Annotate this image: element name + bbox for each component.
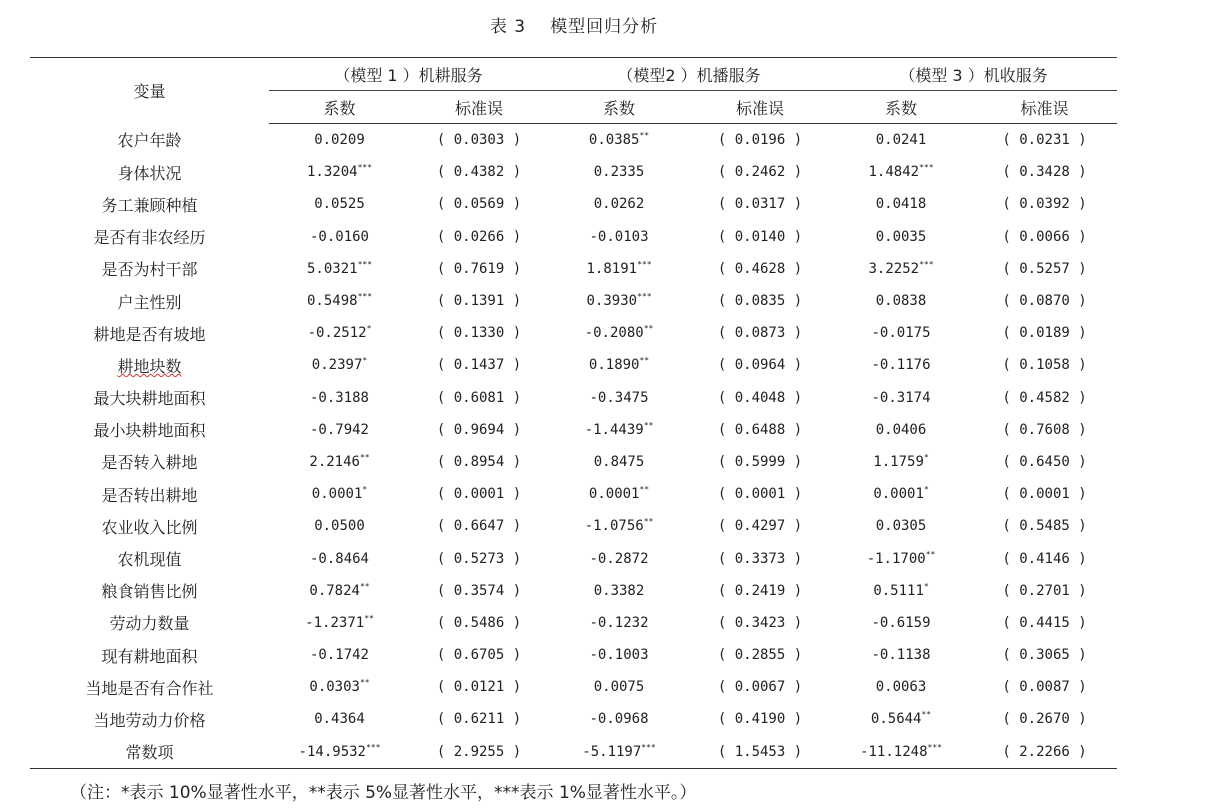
table-row: [30, 575, 1117, 607]
significance-stars: **: [639, 356, 650, 366]
variable-name: 劳动力数量: [109, 614, 190, 634]
std-error-cell: ( 0.6081 ): [436, 389, 522, 406]
coefficient-cell: 0.0262: [593, 196, 645, 213]
coefficient-cell: -0.3174: [871, 389, 931, 406]
table-row: [30, 478, 1117, 510]
coefficient-cell: 0.2397*: [311, 356, 368, 374]
variable-name: 农户年龄: [117, 131, 182, 151]
coefficient-cell: 0.0001**: [588, 485, 650, 503]
coefficient-cell: 0.5644**: [870, 710, 932, 728]
coefficient-cell: 0.4364: [314, 711, 365, 728]
std-error-cell: ( 0.0569 ): [436, 196, 522, 213]
std-error-cell: ( 0.4190 ): [717, 711, 803, 728]
coefficient-cell: 1.4842***: [868, 163, 934, 181]
coefficient-cell: 0.0035: [875, 228, 927, 245]
significance-stars: *: [366, 324, 372, 334]
significance-stars: **: [639, 131, 650, 141]
std-error-cell: ( 0.1330 ): [436, 325, 522, 342]
std-error-cell: ( 0.4582 ): [1002, 389, 1087, 406]
significance-stars: **: [639, 485, 650, 495]
std-error-cell: ( 0.0001 ): [717, 486, 803, 503]
std-error-cell: ( 0.6647 ): [436, 518, 522, 535]
std-error-cell: ( 0.2462 ): [717, 164, 803, 181]
coefficient-cell: -0.0103: [589, 228, 649, 245]
std-error-cell: ( 0.0196 ): [717, 132, 803, 149]
significance-stars: **: [364, 613, 374, 623]
variable-name: 最大块耕地面积: [93, 389, 206, 409]
variable-name: 户主性别: [117, 292, 182, 312]
std-error-cell: ( 0.2855 ): [717, 647, 803, 664]
coefficient-cell: -1.0756**: [584, 517, 654, 535]
coefficient-cell: 0.0075: [593, 679, 645, 696]
coefficient-cell: 2.2146**: [309, 452, 370, 470]
table-row: [30, 639, 1117, 671]
coefficient-cell: 0.5498***: [306, 292, 373, 310]
std-error-cell: ( 0.5273 ): [436, 550, 522, 567]
coefficient-cell: 5.0321***: [306, 259, 373, 277]
std-error-cell: ( 0.0266 ): [436, 228, 522, 245]
table-row: [30, 253, 1117, 285]
table-row: [30, 542, 1117, 574]
significance-stars: *: [923, 452, 929, 462]
std-error-cell: ( 0.7608 ): [1002, 421, 1087, 438]
significance-stars: **: [643, 517, 654, 527]
std-error-cell: ( 0.3428 ): [1002, 164, 1087, 181]
std-error-cell: ( 0.2701 ): [1002, 582, 1087, 599]
significance-stars: ***: [641, 742, 656, 752]
coefficient-cell: 0.3382: [593, 582, 645, 599]
variable-name: 粮食销售比例: [101, 582, 198, 602]
significance-stars: ***: [357, 259, 373, 269]
significance-stars: *: [923, 485, 929, 495]
std-error-cell: ( 0.1058 ): [1002, 357, 1087, 374]
std-error-cell: ( 0.5486 ): [436, 614, 522, 631]
std-error-cell: ( 0.4146 ): [1002, 550, 1087, 567]
std-error-cell: ( 0.4628 ): [717, 260, 803, 277]
variable-name: 耕地块数: [117, 356, 182, 376]
variable-name: 常数项: [30, 736, 269, 769]
model-1-header: （模型 1 ）机耕服务: [269, 58, 548, 91]
table-row: [30, 188, 1117, 220]
coefficient-cell: 0.0241: [875, 132, 927, 149]
coefficient-cell: 0.0001*: [311, 485, 368, 503]
std-error-cell: ( 0.4048 ): [717, 389, 803, 406]
coef-header: 系数: [830, 91, 972, 124]
std-error-cell: ( 0.0835 ): [717, 293, 803, 310]
std-error-cell: ( 0.0066 ): [1002, 228, 1087, 245]
table-caption: [0, 12, 1148, 37]
variable-name: 是否有非农经历: [93, 228, 206, 248]
coefficient-cell: -0.8464: [309, 550, 369, 567]
table-row: [30, 317, 1117, 349]
std-error-cell: ( 0.2670 ): [1002, 711, 1087, 728]
std-error-cell: ( 0.3423 ): [717, 614, 803, 631]
table-row: [30, 349, 1117, 381]
variable-name: 最小块耕地面积: [93, 421, 206, 441]
coef-header: 系数: [548, 91, 690, 124]
coefficient-cell: 1.8191***: [586, 259, 652, 277]
std-error-cell: ( 0.2419 ): [717, 582, 803, 599]
coefficient-cell: -0.3475: [589, 389, 649, 406]
table-body: [30, 124, 1117, 769]
std-error-cell: ( 0.3065 ): [1002, 647, 1087, 664]
std-error-cell: ( 1.5453 ): [690, 736, 830, 769]
coefficient-cell: -0.1232: [589, 614, 649, 631]
std-error-cell: ( 0.0140 ): [717, 228, 803, 245]
variable-name: 务工兼顾种植: [101, 195, 198, 215]
std-error-cell: ( 0.1437 ): [436, 357, 522, 374]
table-row: [30, 607, 1117, 639]
variable-name: 耕地是否有坡地: [93, 324, 206, 344]
coefficient-cell: -0.2512*: [307, 324, 372, 342]
std-error-cell: ( 0.0303 ): [436, 132, 522, 149]
model-3-header: （模型 3 ）机收服务: [830, 58, 1117, 91]
coefficient-cell: 0.0001*: [873, 485, 929, 503]
coefficient-cell: -5.1197***: [548, 736, 690, 769]
coefficient-cell: 0.0209: [314, 132, 365, 149]
table-row: [30, 221, 1117, 253]
significance-stars: **: [359, 678, 370, 688]
significance-stars: *: [362, 485, 368, 495]
std-error-cell: ( 0.7619 ): [436, 260, 522, 277]
coefficient-cell: 1.1759*: [873, 452, 929, 470]
variable-name: 是否转出耕地: [101, 485, 198, 505]
table-row: [30, 703, 1117, 735]
coefficient-cell: 0.1890**: [588, 356, 650, 374]
std-error-cell: ( 2.9255 ): [410, 736, 548, 769]
std-error-cell: ( 0.5257 ): [1002, 260, 1087, 277]
std-error-cell: ( 0.0317 ): [717, 196, 803, 213]
table-row: [30, 285, 1117, 317]
coefficient-cell: 0.0385**: [588, 131, 650, 149]
std-error-cell: ( 0.0087 ): [1002, 679, 1087, 696]
variable-name: 是否转入耕地: [101, 453, 198, 473]
model-2-header: （模型2 ）机播服务: [548, 58, 830, 91]
significance-stars: ***: [637, 292, 652, 302]
significance-stars: **: [359, 581, 370, 591]
std-error-cell: ( 0.3574 ): [436, 582, 522, 599]
variable-name: 身体状况: [117, 163, 182, 183]
significance-stars: ***: [357, 163, 373, 173]
se-header: 标准误: [410, 91, 548, 124]
coefficient-cell: -0.2872: [589, 550, 649, 567]
std-error-cell: ( 0.4382 ): [436, 164, 522, 181]
significance-stars: *: [362, 356, 368, 366]
variable-name: 当地劳动力价格: [93, 710, 206, 730]
std-error-cell: ( 0.1391 ): [436, 293, 522, 310]
coefficient-cell: 0.0303**: [309, 678, 370, 696]
std-error-cell: ( 0.5999 ): [717, 453, 803, 470]
significance-stars: ***: [927, 742, 942, 752]
coefficient-cell: -11.1248***: [830, 736, 972, 769]
coefficient-cell: 0.2335: [593, 164, 645, 181]
std-error-cell: ( 0.0231 ): [1002, 132, 1087, 149]
table-row: [30, 736, 1117, 769]
std-error-cell: ( 0.4297 ): [717, 518, 803, 535]
coefficient-cell: -0.1138: [871, 647, 931, 664]
coefficient-cell: 0.0063: [875, 679, 927, 696]
significance-stars: **: [925, 549, 936, 559]
std-error-cell: ( 0.9694 ): [436, 421, 522, 438]
coefficient-cell: -0.3188: [309, 389, 369, 406]
table-row: [30, 414, 1117, 446]
coefficient-cell: -0.1176: [871, 357, 931, 374]
table-row: [30, 510, 1117, 542]
std-error-cell: ( 0.0870 ): [1002, 293, 1087, 310]
significance-stars: ***: [919, 163, 934, 173]
significance-stars: ***: [357, 292, 373, 302]
significance-stars: **: [359, 452, 370, 462]
coefficient-cell: -0.6159: [871, 614, 931, 631]
table-row: [30, 382, 1117, 414]
variable-name: 是否为村干部: [101, 260, 198, 280]
std-error-cell: ( 0.0392 ): [1002, 196, 1087, 213]
table-row: [30, 671, 1117, 703]
std-error-cell: ( 2.2266 ): [972, 736, 1117, 769]
coefficient-cell: 3.2252***: [868, 259, 934, 277]
coefficient-cell: 0.0500: [314, 518, 365, 535]
table-row: [30, 124, 1117, 157]
std-error-cell: ( 0.0873 ): [717, 325, 803, 342]
coefficient-cell: 0.5111*: [873, 581, 929, 599]
std-error-cell: ( 0.6488 ): [717, 421, 803, 438]
coefficient-cell: -0.1742: [309, 647, 369, 664]
significance-stars: ***: [365, 742, 381, 752]
std-error-cell: ( 0.0001 ): [1002, 486, 1087, 503]
coefficient-cell: -1.1700**: [866, 549, 936, 567]
table-number: 表 3: [489, 17, 527, 37]
table-row: [30, 446, 1117, 478]
std-error-cell: ( 0.5485 ): [1002, 518, 1087, 535]
std-error-cell: ( 0.6211 ): [436, 711, 522, 728]
std-error-cell: ( 0.0121 ): [436, 679, 522, 696]
significance-stars: ***: [637, 259, 652, 269]
coefficient-cell: 0.7824**: [309, 581, 370, 599]
significance-stars: ***: [919, 259, 934, 269]
variable-name: 农业收入比例: [101, 517, 198, 537]
coefficient-cell: 0.8475: [593, 453, 645, 470]
regression-table: [30, 57, 1117, 769]
std-error-cell: ( 0.3373 ): [717, 550, 803, 567]
variable-header: 变量: [30, 58, 269, 124]
se-header: 标准误: [972, 91, 1117, 124]
coefficient-cell: -0.0160: [309, 228, 369, 245]
significance-stars: **: [921, 710, 932, 720]
coefficient-cell: -0.0175: [871, 325, 931, 342]
std-error-cell: ( 0.0964 ): [717, 357, 803, 374]
std-error-cell: ( 0.6450 ): [1002, 453, 1087, 470]
variable-name: 当地是否有合作社: [85, 678, 214, 698]
std-error-cell: ( 0.8954 ): [436, 453, 522, 470]
std-error-cell: ( 0.0189 ): [1002, 325, 1087, 342]
variable-name: 农机现值: [117, 550, 182, 570]
coefficient-cell: 0.0525: [314, 196, 365, 213]
coefficient-cell: -1.4439**: [584, 420, 654, 438]
coefficient-cell: -0.2080**: [584, 324, 654, 342]
std-error-cell: ( 0.0067 ): [717, 679, 803, 696]
std-error-cell: ( 0.0001 ): [436, 486, 522, 503]
table-title: 模型回归分析: [550, 17, 659, 37]
coefficient-cell: -0.7942: [309, 421, 369, 438]
coefficient-cell: 0.0406: [875, 421, 927, 438]
coefficient-cell: 0.3930***: [586, 292, 652, 310]
table-note: （注：*表示 10%显著性水平，**表示 5%显著性水平，***表示 1%显著性水平。）: [70, 783, 697, 803]
std-error-cell: ( 0.4415 ): [1002, 614, 1087, 631]
significance-stars: **: [643, 324, 654, 334]
coefficient-cell: -14.9532***: [269, 736, 410, 769]
table-row: [30, 156, 1117, 188]
coefficient-cell: 0.0418: [875, 196, 927, 213]
std-error-cell: ( 0.6705 ): [436, 647, 522, 664]
variable-name: 现有耕地面积: [101, 646, 198, 666]
significance-stars: *: [923, 581, 929, 591]
se-header: 标准误: [690, 91, 830, 124]
coefficient-cell: 0.0838: [875, 293, 927, 310]
coefficient-cell: -0.0968: [589, 711, 649, 728]
coefficient-cell: -1.2371**: [305, 613, 374, 631]
significance-stars: **: [643, 420, 654, 430]
coefficient-cell: 1.3204***: [306, 163, 373, 181]
coef-header: 系数: [269, 91, 410, 124]
coefficient-cell: -0.1003: [589, 647, 649, 664]
coefficient-cell: 0.0305: [875, 518, 927, 535]
